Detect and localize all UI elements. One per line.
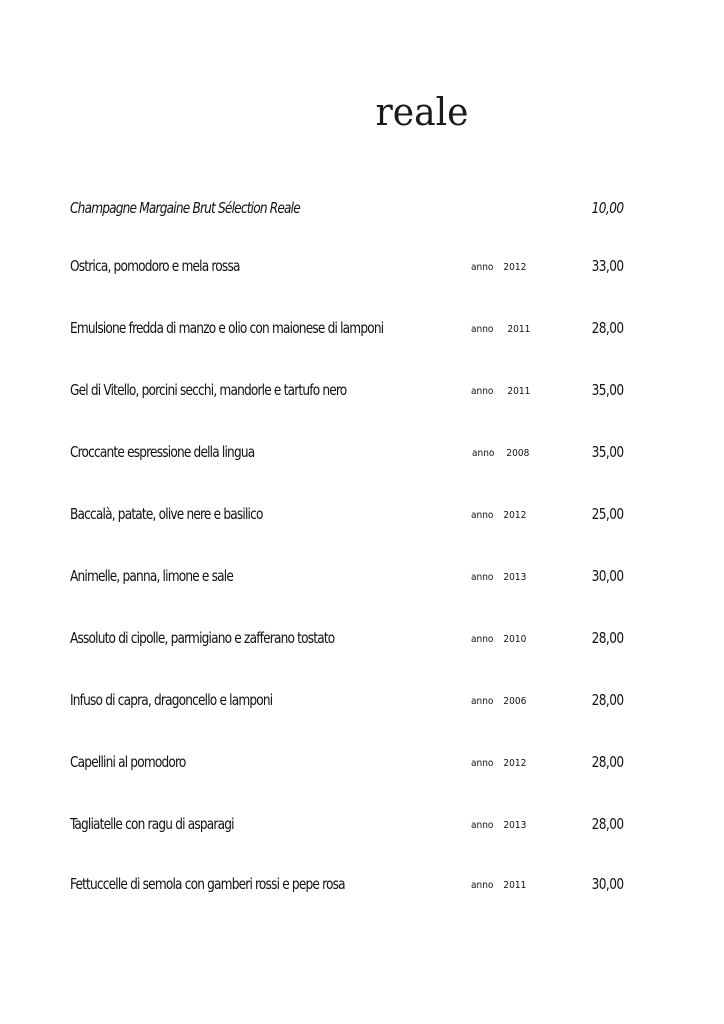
menu-item: [0, 691, 724, 715]
anno-label: anno: [471, 696, 494, 707]
dish-name: Baccalà, patate, olive nere e basilico: [70, 505, 263, 523]
menu-item: [0, 199, 724, 223]
dish-name: Tagliatelle con ragu di asparagi: [70, 815, 234, 833]
anno-label: anno: [471, 324, 494, 335]
anno-label: anno: [471, 262, 494, 273]
price: 28,00: [591, 753, 624, 771]
vintage: [471, 696, 526, 707]
dish-name: Assoluto di cipolle, parmigiano e zafferano tostato: [70, 629, 335, 647]
price: 33,00: [591, 257, 624, 275]
vintage: [471, 820, 526, 831]
price: 28,00: [591, 629, 624, 647]
dish-name: Fettuccelle di semola con gamberi rossi e pepe rosa: [70, 875, 345, 893]
price: 10,00: [591, 199, 624, 217]
vintage: [471, 262, 526, 273]
price: 35,00: [591, 381, 624, 399]
dish-name: Ostrica, pomodoro e mela rossa: [70, 257, 240, 275]
menu-item: [0, 257, 724, 281]
vintage-year: 2011: [503, 880, 527, 891]
price: 30,00: [591, 567, 624, 585]
vintage-year: 2012: [503, 758, 527, 769]
menu-item: [0, 505, 724, 529]
dish-name: Capellini al pomodoro: [70, 753, 186, 771]
menu-item: [0, 629, 724, 653]
vintage: [471, 634, 526, 645]
vintage-year: 2012: [503, 262, 527, 273]
anno-label: anno: [471, 386, 494, 397]
vintage: [471, 324, 530, 335]
menu-item: [0, 753, 724, 777]
price: 30,00: [591, 875, 624, 893]
vintage-year: 2011: [507, 386, 531, 397]
vintage: [471, 386, 530, 397]
vintage: [471, 572, 526, 583]
vintage: [471, 510, 526, 521]
logo: [0, 90, 724, 134]
price: 28,00: [591, 815, 624, 833]
logo-text: reale: [375, 90, 469, 134]
vintage-year: 2013: [503, 820, 527, 831]
price: 28,00: [591, 691, 624, 709]
menu-item: [0, 875, 724, 899]
anno-label: anno: [471, 634, 494, 645]
menu-item: [0, 381, 724, 405]
vintage-year: 2013: [503, 572, 527, 583]
anno-label: anno: [471, 820, 494, 831]
dish-name: Infuso di capra, dragoncello e lamponi: [70, 691, 273, 709]
vintage-year: 2012: [503, 510, 527, 521]
price: 35,00: [591, 443, 624, 461]
price: 25,00: [591, 505, 624, 523]
vintage-year: 2008: [506, 448, 530, 459]
anno-label: anno: [471, 758, 494, 769]
dish-name: Gel di Vitello, porcini secchi, mandorle e tartufo nero: [70, 381, 347, 399]
price: 28,00: [591, 319, 624, 337]
vintage-year: 2006: [503, 696, 527, 707]
vintage: [472, 448, 529, 459]
menu-item: [0, 567, 724, 591]
anno-label: anno: [472, 448, 495, 459]
anno-label: anno: [471, 510, 494, 521]
anno-label: anno: [471, 880, 494, 891]
vintage: [471, 880, 526, 891]
vintage-year: 2010: [503, 634, 527, 645]
vintage-year: 2011: [507, 324, 531, 335]
dish-name: Animelle, panna, limone e sale: [70, 567, 234, 585]
dish-name: Emulsione fredda di manzo e olio con maionese di lamponi: [70, 319, 384, 337]
dish-name: Croccante espressione della lingua: [70, 443, 255, 461]
dish-name: Champagne Margaine Brut Sélection Reale: [70, 199, 300, 217]
menu-item: [0, 319, 724, 343]
anno-label: anno: [471, 572, 494, 583]
vintage: [471, 758, 526, 769]
menu-item: [0, 443, 724, 467]
menu-item: [0, 815, 724, 839]
